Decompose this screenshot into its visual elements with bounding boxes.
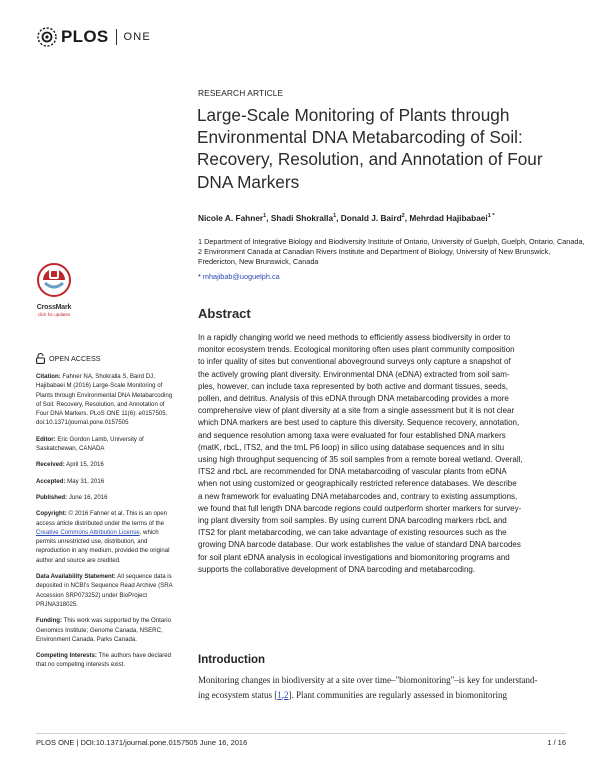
copyright-text: © 2016 Fahner et al. This is an open access article distributed under the terms of the (36, 510, 168, 527)
license-link[interactable]: Creative Commons Attribution License (36, 528, 140, 536)
abstract-line: ITS2 and rbcL are recommended for DNA metabarcoding of vascular plants from eDNA (198, 467, 507, 477)
crossmark-badge[interactable] (34, 262, 74, 317)
plos-logo-icon (36, 26, 58, 48)
open-access-badge (36, 353, 176, 364)
abstract-line: monitor ecosystem trends. Ecological monitoring often uses plant community composition (198, 345, 515, 355)
funding-block (36, 616, 176, 644)
abstract-line: using high throughput sequencing of 35 soil samples from a remote boreal wetland. Overall, (198, 455, 523, 465)
footer-divider (36, 733, 566, 734)
affiliations: 1 Department of Integrative Biology and Biodiversity Institute of Ontario, University of Guelph, Guelph, Ontario, Canada, 2 Environment Canada at Canadian Rivers Institute and Department of Biology, University of New Brunswick, Fredericton, New Brunswick, Canada (198, 237, 585, 267)
corresponding-email (198, 272, 280, 281)
abstract-line: to infer quality of sites but conventional aboveground surveys only capture a snapshot of (198, 357, 511, 367)
article-sidebar (36, 353, 176, 677)
abstract-line: we found that full length DNA barcode regions could outperform shorter markers for survey- (198, 503, 522, 513)
data-availability-text: All sequence data is deposited in NCBI's Sequence Read Archive (SRA Accession SRP073252) under BioProject PRJNA318025. (36, 573, 173, 608)
abstract-line: which DNA markers are best used to capture this diversity. Sequence recovery, annotation, (198, 418, 520, 428)
citation-block (36, 372, 176, 428)
logo-divider (116, 29, 117, 45)
crossmark-icon (36, 262, 72, 298)
reference-link[interactable]: 2 (284, 690, 289, 700)
author-list: Nicole A. Fahner$^1$, Shadi Shokralla$^1$, Donald J. Baird$^2$, Mehrdad Hajibabaei$^{1 *}$ (198, 213, 495, 223)
abstract-line: a new framework for evaluating DNA metabarcodes and, contrary to existing assumptions, (198, 491, 518, 501)
author[interactable]: Donald J. Baird$^2$ (340, 213, 405, 223)
journal-subname: ONE (123, 31, 151, 43)
author[interactable]: Mehrdad Hajibabaei$^{1 *}$ (409, 213, 495, 223)
funding-label: Funding: (36, 617, 63, 625)
citation-text: Fahner NA, Shokralla S, Baird DJ, Hajibabaei M (2016) Large-Scale Monitoring of Plants through Environmental DNA Metabarcoding of Soil: Recovery, Resolution, and Annotation of Four DNA Markers. PLoS ONE 11(6): e0157505. doi:10.1371/journal.pone.0157505 (36, 373, 173, 427)
crossmark-sublabel: click for updates (37, 312, 71, 317)
copyright-block (36, 509, 176, 565)
competing-interests-block (36, 651, 176, 670)
accepted-block (36, 477, 176, 486)
author[interactable]: Shadi Shokralla$^1$ (270, 213, 337, 223)
crossmark-label: CrossMark (36, 304, 72, 311)
footer-citation: PLOS ONE | DOI:10.1371/journal.pone.0157505 June 16, 2016 (36, 738, 248, 747)
copyright-label: Copyright: (36, 510, 67, 518)
introduction-heading: Introduction (198, 654, 266, 666)
page-number: 1 / 16 (547, 738, 566, 747)
article-title: Large-Scale Monitoring of Plants through Environmental DNA Metabarcoding of Soil: Recovery, Resolution, and Annotation of Four DNA Markers (197, 105, 543, 192)
journal-logo[interactable] (36, 26, 151, 48)
abstract-line: for soil plant eDNA analysis in ecological investigations and biomonitoring programs and (198, 552, 510, 562)
data-availability-label: Data Availability Statement: (36, 573, 116, 581)
competing-interests-text: The authors have declared that no competing interests exist. (36, 652, 172, 669)
abstract-line: (matK, rbcL, ITS2, and the trnL P6 loop) in silico using database sequences and in situ (198, 442, 505, 452)
abstract-line: ples, however, can include taxa represented by both active and dormant tissues, seeds, (198, 381, 508, 391)
author[interactable]: Nicole A. Fahner$^1$ (198, 213, 267, 223)
email-link[interactable]: mhajibab@uoguelph.ca (202, 272, 280, 281)
published-label: Published: (36, 493, 68, 501)
published-block (36, 493, 176, 502)
article-type: RESEARCH ARTICLE (198, 88, 284, 98)
open-lock-icon (36, 353, 45, 364)
abstract-heading: Abstract (198, 306, 251, 321)
competing-interests-label: Competing Interests: (36, 652, 97, 660)
open-access-label: OPEN ACCESS (49, 353, 101, 363)
received-label: Received: (36, 461, 65, 469)
abstract-line: In a rapidly changing world we need methods to efficiently assess biodiversity in order to (198, 333, 511, 342)
accepted-label: Accepted: (36, 477, 66, 485)
published-date: June 16, 2016 (68, 493, 108, 501)
intro-line: Monitoring changes in biodiversity at a site over time–"biomonitoring"–is key for understand- (198, 675, 538, 685)
abstract-line: growing DNA barcode database. Our work establishes the value of standard DNA barcodes (198, 540, 521, 550)
abstract-line: when not using customized or geographically restricted reference databases. We describe (198, 479, 517, 489)
introduction-body (198, 673, 590, 703)
abstract-line: comprehensive view of plant diversity at a site from a single assessment but it is not clear (198, 406, 515, 416)
corresponding-star: * (198, 272, 201, 281)
accepted-date: May 31, 2016 (67, 477, 105, 485)
abstract-line: supports the collaborative development of DNA barcoding and metabarcoding. (198, 564, 476, 574)
abstract-line: ITS2 for plant metabarcoding, we can take advantage of existing resources such as the (198, 528, 507, 538)
reference-link[interactable]: 1 (277, 690, 282, 700)
editor-text: Eric Gordon Lamb, University of Saskatchewan, CANADA (36, 435, 144, 453)
abstract-line: and sequence resolution among taxa were evaluated for four established DNA markers (198, 430, 506, 440)
data-availability-block (36, 572, 176, 609)
copyright-text-end: , which permits unrestricted use, distribution, and reproduction in any medium, provided the original author and source are credited. (36, 528, 170, 564)
received-block (36, 460, 176, 469)
funding-text: This work was supported by the Ontario Genomics Institute; Genome Canada, NSERC, Environment Canada, Parks Canada. (36, 617, 172, 643)
abstract-line: ing plant diversity from soil samples. By using current DNA barcoding markers rbcL and (198, 516, 507, 526)
abstract-line: the actively growing plant diversity. Environmental DNA (eDNA) extracted from soil sam- (198, 369, 510, 379)
abstract-body (198, 332, 590, 576)
intro-line: ing ecosystem status [1,2]. Plant communities are regularly assessed in biomonitoring (198, 690, 507, 700)
abstract-line: pollen, and detritus. Analysis of this eDNA through DNA metabarcoding provides a more (198, 394, 509, 404)
received-date: April 15, 2016 (66, 461, 104, 469)
editor-block (36, 435, 176, 454)
editor-label: Editor: (36, 435, 56, 443)
citation-label: Citation: (36, 373, 61, 380)
journal-name: PLOS (61, 27, 109, 46)
